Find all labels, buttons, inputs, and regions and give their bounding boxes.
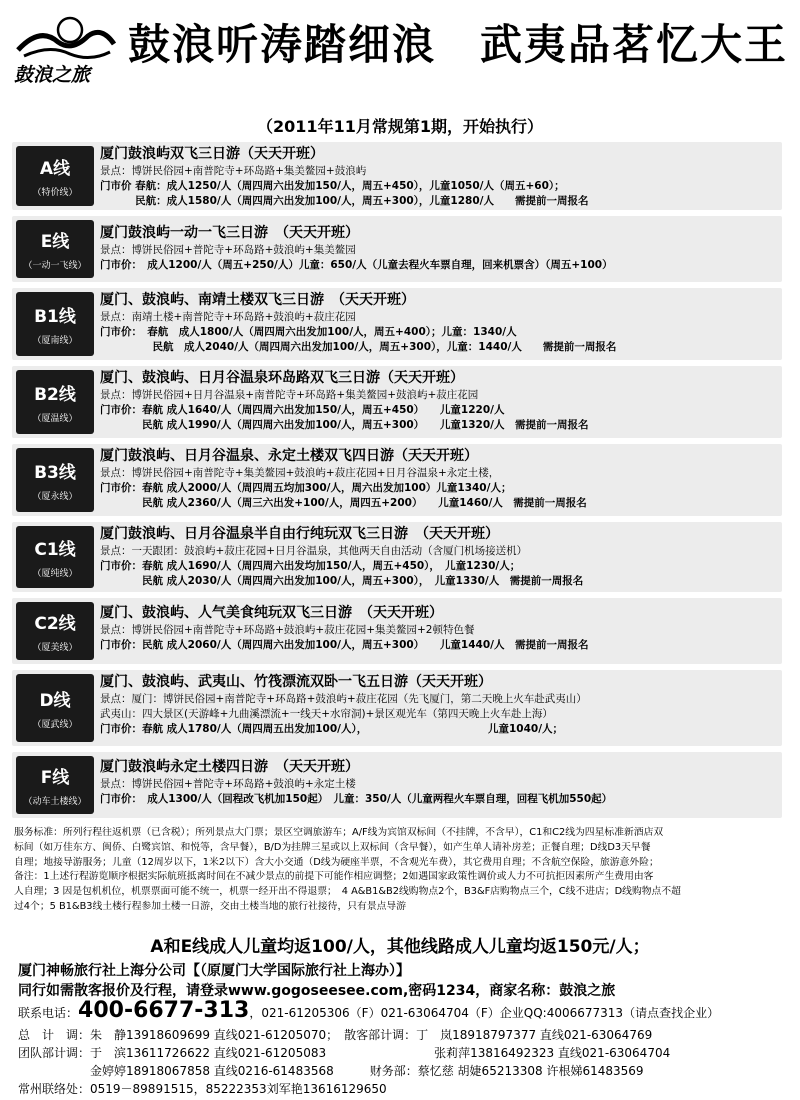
route-price: 民航：成人1580/人（周四周六出发加100/人，周五+300），儿童1280/人 需提前一周报名 — [100, 195, 589, 207]
contact-row: 团队部计调：于 滨13611726622 直线021-61205083 张莉萍13816492323 直线021-63064704 — [18, 1046, 671, 1060]
route-spots: 景点：博饼民俗园+南普陀寺+环岛路+集美鳌园+鼓浪屿 — [100, 165, 367, 177]
route-title: 厦门鼓浪屿一动一飞三日游 （天天开班） — [100, 225, 359, 241]
route-title: 厦门、鼓浪屿、武夷山、竹筏漂流双卧一飞五日游（天天开班） — [100, 674, 492, 690]
route-code: B3线 — [34, 463, 76, 483]
route-tag — [16, 756, 94, 814]
route-price: 民航 成人2040/人（周四周六出发加100/人，周五+300），儿童：1440/人 需提前一周报名 — [100, 341, 617, 353]
route-card-c1 — [12, 522, 782, 592]
route-price: 门市价：春航 成人1690/人（周四周六出发均加150/人，周五+450）， 儿童1230/人； — [100, 560, 521, 572]
route-spots: 景点：博饼民俗园+南普陀寺+集美鳌园+鼓浪屿+菽庄花园+日月谷温泉+永定土楼， — [100, 467, 500, 479]
route-card-b2 — [12, 366, 782, 438]
main-phone: 400-6677-313 — [78, 998, 250, 1023]
route-subtitle: （厦南线） — [32, 336, 78, 346]
route-price: 门市价： 成人1200/人（周五+250/人）儿童：650/人（儿童去程火车票自理，回来机票含）（周五+100） — [100, 259, 613, 271]
route-spots: 景点：博饼民俗园+南普陀寺+环岛路+鼓浪屿+菽庄花园+集美鳌园+2顿特色餐 — [100, 624, 475, 636]
main-title: 鼓浪听涛踏细浪 武夷品茗忆大王 — [128, 20, 789, 69]
notes-line: 人自理；3 因是包机机位，机票票面可能不统一，机票一经开出不得退票； 4 A&B1&B2线购物点2个，B3&F店购物点三个，C线不进店；D线购物点不超 — [14, 886, 681, 898]
route-spots: 景点：博饼民俗园+普陀寺+环岛路+鼓浪屿+永定土楼 — [100, 778, 356, 790]
period-notice: （2011年11月常规第1期，开始执行） — [257, 117, 543, 136]
route-subtitle: （厦永线） — [32, 492, 78, 502]
route-price: 门市价： 春航 成人1800/人（周四周六出发加100/人，周五+400）；儿童：1340/人 — [100, 326, 517, 338]
route-price: 民航 成人2360/人（周三六出发+100/人，周四五+200） 儿童1460/人 需提前一周报名 — [100, 497, 587, 509]
route-card-c2 — [12, 598, 782, 664]
route-card-f — [12, 752, 782, 818]
logo-text: 鼓浪之旅 — [14, 64, 91, 86]
route-code: A线 — [39, 159, 71, 179]
route-price: 门市价：春航 成人2000/人（周四周五均加300/人，周六出发加100）儿童1340/人； — [100, 482, 512, 494]
header — [0, 0, 800, 112]
route-spots: 景点：厦门：博饼民俗园+南普陀寺+环岛路+鼓浪屿+菽庄花园（先飞厦门，第二天晚上火车赴武夷山） — [100, 693, 587, 705]
route-tag — [16, 146, 94, 206]
route-card-b3 — [12, 444, 782, 516]
route-spots: 景点：博饼民俗园+日月谷温泉+南普陀寺+环岛路+集美鳌园+鼓浪屿+菽庄花园 — [100, 389, 479, 401]
route-title: 厦门、鼓浪屿、日月谷温泉环岛路双飞三日游（天天开班） — [100, 370, 464, 386]
route-spots: 景点：南靖土楼+南普陀寺+环岛路+鼓浪屿+菽庄花园 — [100, 311, 356, 323]
notes-line: 服务标准：所列行程往返机票（已含税）；所列景点大门票；景区空调旅游车；A/F线为宾馆双标间（不挂牌，不含早），C1和C2线为四星标准新酒店双 — [14, 827, 664, 838]
route-price: 民航 成人2030/人（周四周六出发加100/人，周五+300）， 儿童1330/人 需提前一周报名 — [100, 575, 584, 587]
route-tag — [16, 448, 94, 512]
route-code: F线 — [40, 768, 70, 788]
route-code: C1线 — [34, 540, 76, 560]
route-tag — [16, 370, 94, 434]
route-tag — [16, 292, 94, 356]
route-code: C2线 — [34, 614, 76, 634]
route-subtitle: （动车土楼线） — [23, 797, 87, 807]
route-subtitle: （厦纯线） — [32, 569, 78, 579]
route-title: 厦门、鼓浪屿、人气美食纯玩双飞三日游 （天天开班） — [100, 605, 443, 621]
route-tag — [16, 220, 94, 278]
route-price: 门市价：春航 成人1640/人（周四周六出发加150/人，周五+450） 儿童1220/人 — [100, 404, 505, 416]
route-spots: 景点：一天跟团：鼓浪屿+菽庄花园+日月谷温泉，其他两天自由活动（含厦门机场接送机） — [100, 545, 528, 557]
route-price: 门市价 春航：成人1250/人（周四周六出发加150/人，周五+450），儿童1050/人（周五+60）； — [100, 180, 565, 192]
route-card-b1 — [12, 288, 782, 360]
route-card-a — [12, 142, 782, 210]
website-notice: 同行如需散客报价及行程，请登录www.gogoseesee.com,密码1234，商家名称：鼓浪之旅 — [18, 983, 616, 999]
company-name: 厦门神畅旅行社上海分公司【（原厦门大学国际旅行社上海办）】 — [18, 963, 410, 979]
route-tag — [16, 526, 94, 588]
route-subtitle: （一动一飞线） — [23, 261, 87, 271]
route-code: B1线 — [34, 307, 76, 327]
contact-extra: ，021-61205306（F）021-63064704（F）企业QQ:4006677313（请点查找企业） — [249, 1006, 720, 1020]
route-title: 厦门鼓浪屿双飞三日游（天天开班） — [100, 146, 324, 162]
route-code: E线 — [40, 232, 70, 252]
notes-line: 过4个；5 B1&B3线土楼行程参加土楼一日游，交由土楼当地的旅行社接待，只有景点导游 — [14, 900, 407, 912]
route-subtitle: （厦温线） — [32, 414, 78, 424]
route-price: 门市价：民航 成人2060/人（周四周六出发加100/人，周五+300） 儿童1440/人 需提前一周报名 — [100, 639, 589, 651]
contact-label: 联系电话： — [18, 1006, 79, 1020]
route-title: 厦门鼓浪屿、日月谷温泉、永定土楼双飞四日游（天天开班） — [100, 448, 478, 464]
route-title: 厦门鼓浪屿、日月谷温泉半自由行纯玩双飞三日游 （天天开班） — [100, 526, 499, 542]
route-code: B2线 — [34, 385, 76, 405]
route-subtitle: （厦美线） — [32, 643, 78, 653]
contact-row: 金婷婷18918067858 直线0216-61483568 财务部：蔡忆慈 胡婕65213308 许根娣61483569 — [18, 1064, 644, 1078]
route-title: 厦门鼓浪屿永定土楼四日游 （天天开班） — [100, 759, 359, 775]
contact-main-row — [18, 998, 719, 1023]
route-tag — [16, 602, 94, 660]
route-title: 厦门、鼓浪屿、南靖土楼双飞三日游 （天天开班） — [100, 292, 415, 308]
route-subtitle: （厦武线） — [32, 720, 78, 730]
route-price: 民航 成人1990/人（周四周六出发加100/人，周五+300） 儿童1320/人 需提前一周报名 — [100, 419, 589, 431]
route-code: D线 — [39, 691, 71, 711]
route-spots: 武夷山：四大景区(天游峰+九曲溪漂流+一线天+水帘洞)+景区观光车（第四天晚上火车赴上海） — [100, 708, 553, 720]
notes-line: 自理；地接导游服务；儿童（12周岁以下，1米2以下）含大小交通（D线为硬座半票，不含观光车费），其它费用自理；不含航空保险，旅游意外险； — [14, 856, 659, 868]
route-price: 门市价：春航 成人1780/人（周四周五出发加100/人）， 儿童1040/人； — [100, 723, 564, 735]
route-card-d — [12, 670, 782, 746]
route-card-e — [12, 216, 782, 282]
contact-row: 总 计 调：朱 静13918609699 直线021-61205070； 散客部计调：丁 岚18918797377 直线021-63064769 — [18, 1028, 653, 1042]
rebate-notice: A和E线成人儿童均返100/人，其他线路成人儿童均返150元/人； — [150, 937, 650, 957]
contact-row: 常州联络处：0519－89891515，85222353刘军艳13616129650 — [18, 1082, 387, 1096]
route-subtitle: （特价线） — [32, 188, 78, 198]
route-price: 门市价： 成人1300/人（回程改飞机加150起） 儿童：350/人（儿童两程火车票自理，回程飞机加550起） — [100, 793, 613, 805]
notes-line: 标间（如万佳东方、闽侨、白鹭宾馆、和悦等，含早餐），B/D为挂牌三星或以上双标间（含早餐），如产生单人请补房差；正餐自理；D线D3天早餐 — [14, 841, 651, 853]
route-spots: 景点：博饼民俗园+普陀寺+环岛路+鼓浪屿+集美鳌园 — [100, 244, 356, 256]
notes-line: 备注：1上述行程游览顺序根据实际航班抵离时间在不减少景点的前提下可能作相应调整；2如遇国家政策性调价或人力不可抗拒因素所产生费用由客 — [14, 871, 654, 883]
route-tag — [16, 674, 94, 742]
service-notes — [14, 826, 782, 915]
